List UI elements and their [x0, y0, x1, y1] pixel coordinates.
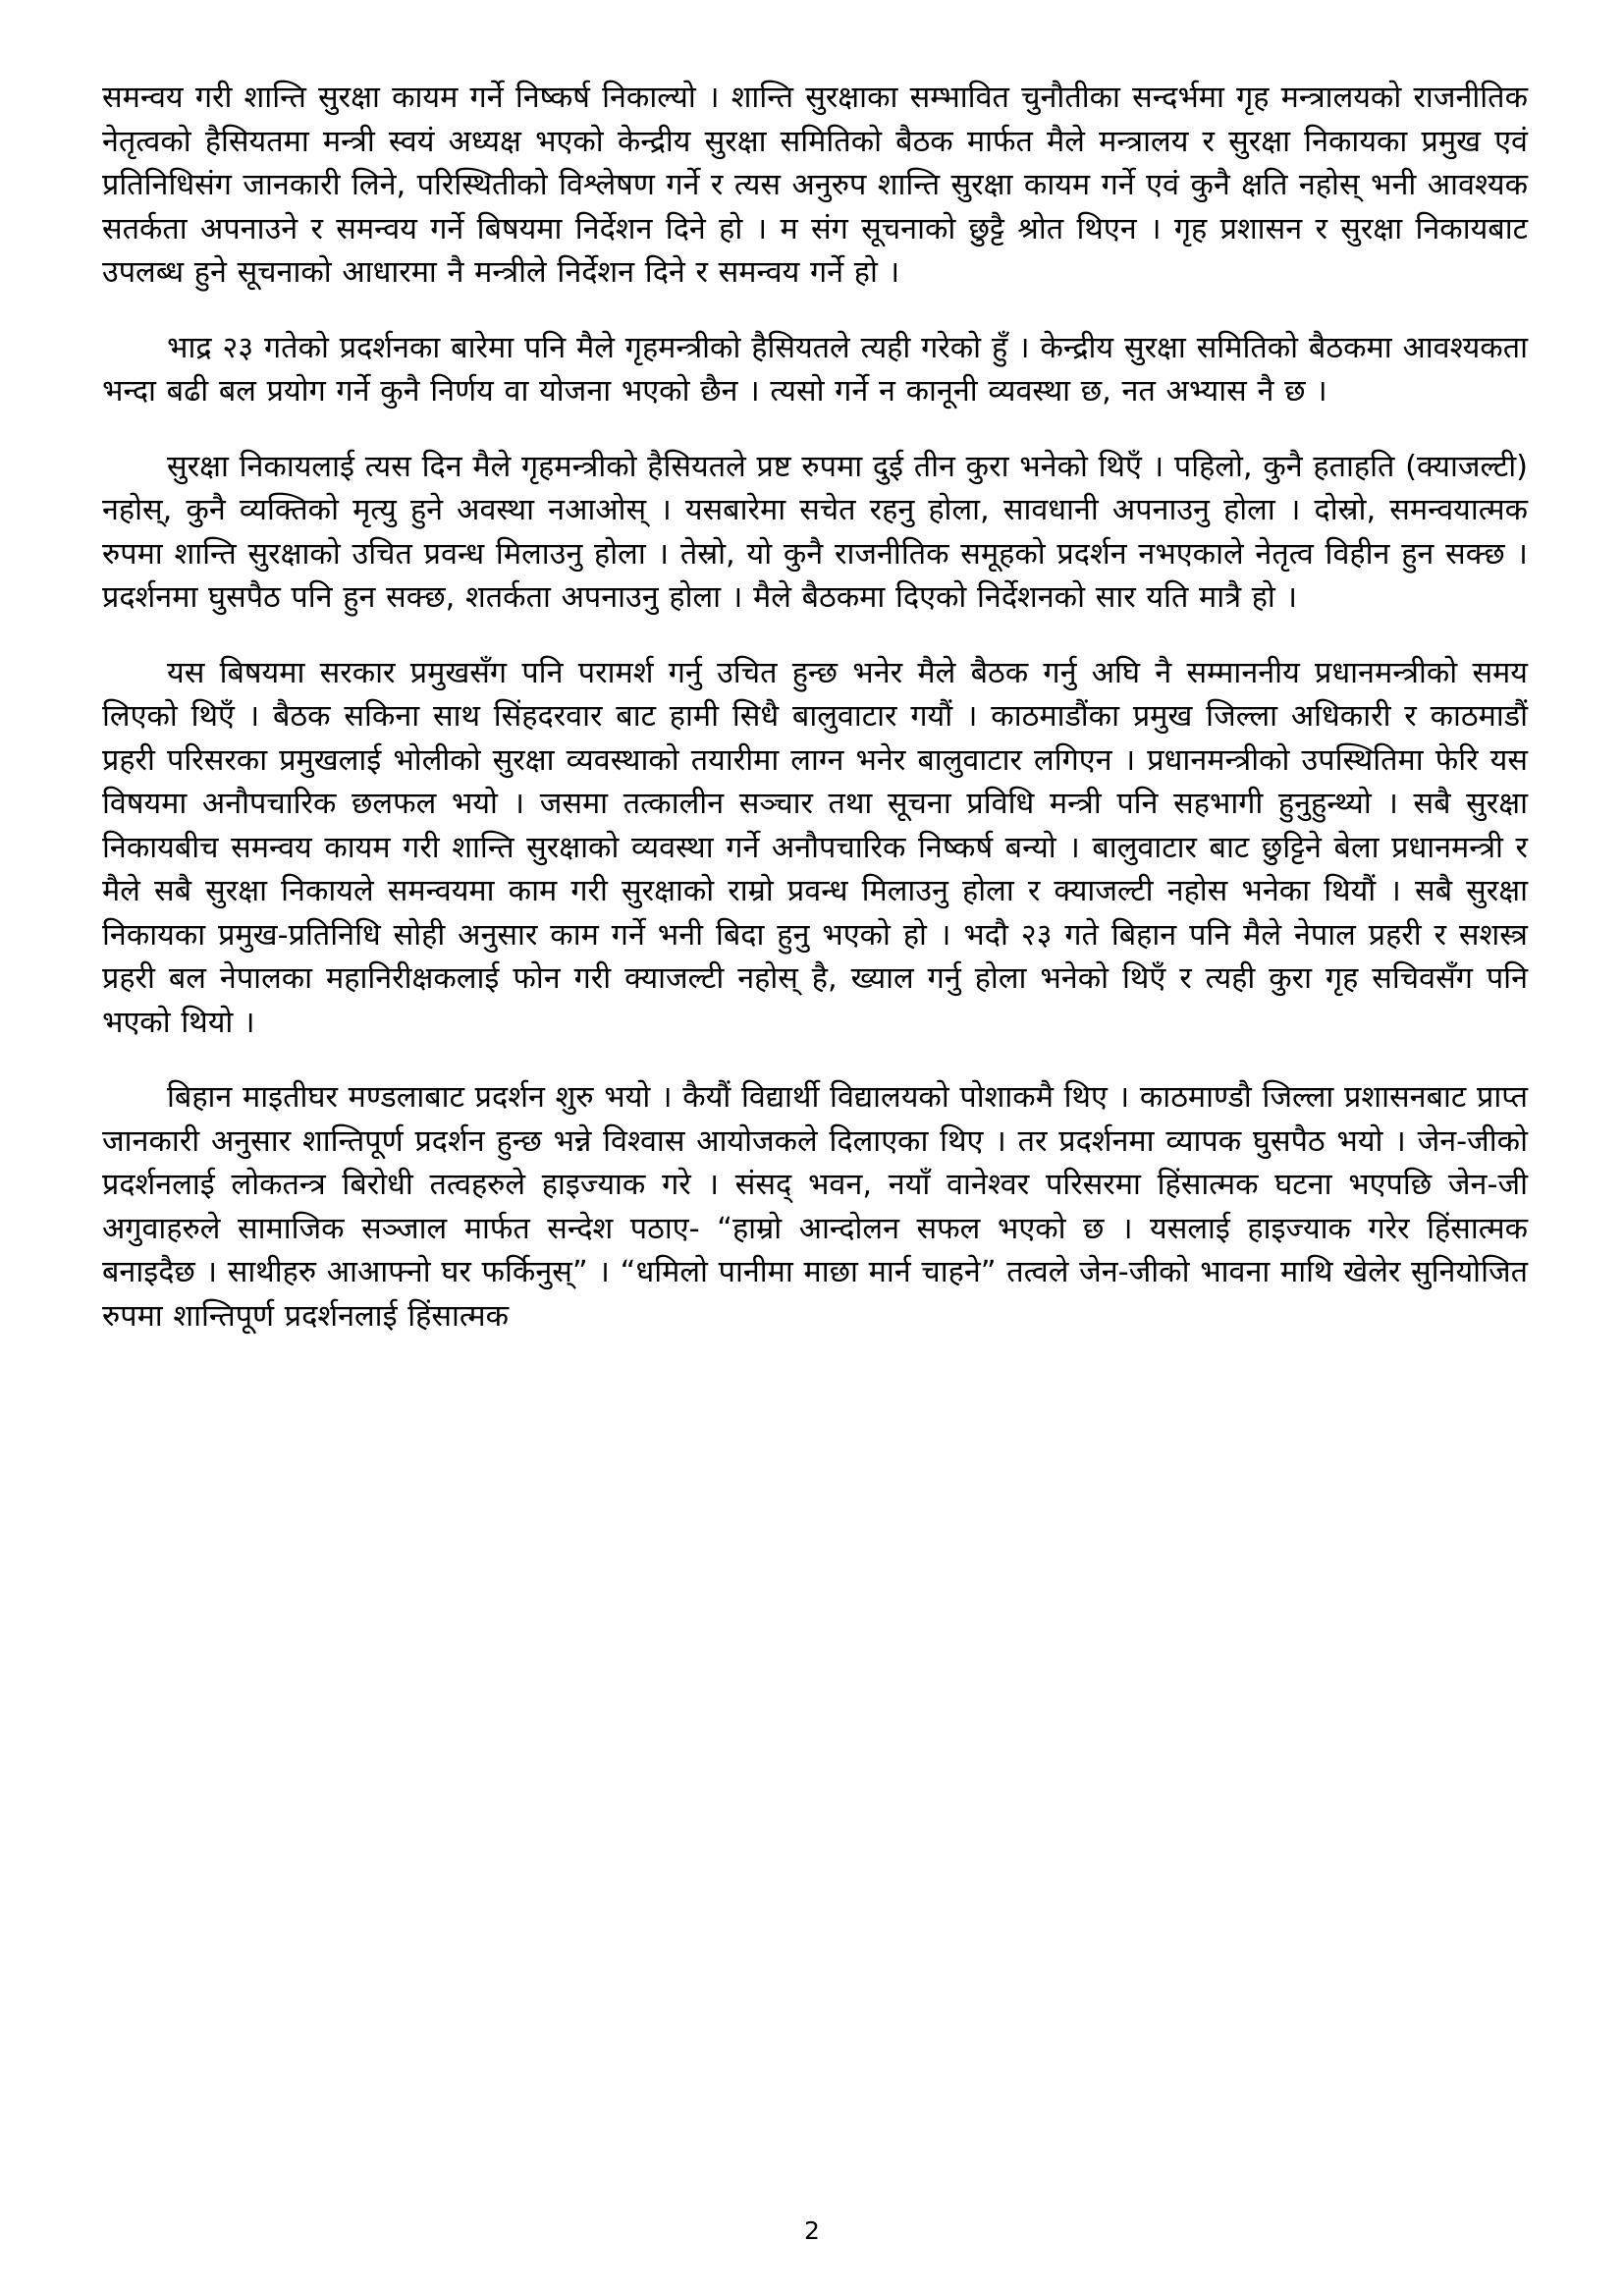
document-body [102, 77, 1528, 1339]
paragraph-1: समन्वय गरी शान्ति सुरक्षा कायम गर्ने निष्कर्ष निकाल्यो । शान्ति सुरक्षाका सम्भावित चुनौतीका सन्दर्भमा गृह मन्त्रालयको राजनीतिक नेतृत्वको हैसियतमा मन्त्री स्वयं अध्यक्ष भएको केन्द्रीय सुरक्षा समितिको बैठक मार्फत मैले मन्त्रालय र सुरक्षा निकायका प्रमुख एवं प्रतिनिधिसंग जानकारी लिने, परिस्थितीको विश्लेषण गर्ने र त्यस अनुरुप शान्ति सुरक्षा कायम गर्ने एवं कुनै क्षति नहोस् भनी आवश्यक सतर्कता अपनाउने र समन्वय गर्ने बिषयमा निर्देशन दिने हो । म संग सूचनाको छुट्टै श्रोत थिएन । गृह प्रशासन र सुरक्षा निकायबाट उपलब्ध हुने सूचनाको आधारमा नै मन्त्रीले निर्देशन दिने र समन्वय गर्ने हो । [102, 81, 1528, 290]
paragraph-2: भाद्र २३ गतेको प्रदर्शनका बारेमा पनि मैले गृहमन्त्रीको हैसियतले त्यही गरेको हुँ । केन्द्रीय सुरक्षा समितिको बैठकमा आवश्यकता भन्दा बढी बल प्रयोग गर्ने कुनै निर्णय वा योजना भएको छैन । त्यसो गर्ने न कानूनी व्यवस्था छ, नत अभ्यास नै छ । [102, 330, 1528, 409]
page-number: 2 [804, 2216, 820, 2245]
paragraph-3: सुरक्षा निकायलाई त्यस दिन मैले गृहमन्त्रीको हैसियतले प्रष्ट रुपमा दुई तीन कुरा भनेको थिएँ । पहिलो, कुनै हताहति (क्याजल्टी) नहोस्, कुनै व्यक्तिको मृत्यु हुने अवस्था नआओस् । यसबारेमा सचेत रहनु होला, सावधानी अपनाउनु होला । दोस्रो, समन्वयात्मक रुपमा शान्ति सुरक्षाको उचित प्रवन्ध मिलाउनु होला । तेस्रो, यो कुनै राजनीतिक समूहको प्रदर्शन नभएकाले नेतृत्व विहीन हुन सक्छ । प्रदर्शनमा घुसपैठ पनि हुन सक्छ, शतर्कता अपनाउनु होला । मैले बैठकमा दिएको निर्देशनको सार यति मात्रै हो । [102, 449, 1528, 615]
paragraph-5: बिहान माइतीघर मण्डलाबाट प्रदर्शन शुरु भयो । कैयौं विद्यार्थी विद्यालयको पोशाकमै थिए । काठमाण्डौ जिल्ला प्रशासनबाट प्राप्त जानकारी अनुसार शान्तिपूर्ण प्रदर्शन हुन्छ भन्ने विश्वास आयोजकले दिलाएका थिए । तर प्रदर्शनमा व्यापक घुसपैठ भयो । जेन-जीको प्रदर्शनलाई लोकतन्त्र बिरोधी तत्वहरुले हाइज्याक गरे । संसद् भवन, नयाँ वानेश्वर परिसरमा हिंसात्मक घटना भएपछि जेन-जी अगुवाहरुले सामाजिक सञ्जाल मार्फत सन्देश पठाए- “हाम्रो आन्दोलन सफल भएको छ । यसलाई हाइज्याक गरेर हिंसात्मक बनाइदैछ । साथीहरु आआफ्नो घर फर्किनुस्” । “धमिलो पानीमा माछा मार्न चाहने” तत्वले जेन-जीको भावना माथि खेलेर सुनियोजित रुपमा शान्तिपूर्ण प्रदर्शनलाई हिंसात्मक [102, 1080, 1528, 1334]
paragraph-4: यस बिषयमा सरकार प्रमुखसँग पनि परामर्श गर्नु उचित हुन्छ भनेर मैले बैठक गर्नु अघि नै सम्माननीय प्रधानमन्त्रीको समय लिएको थिएँ । बैठक सकिना साथ सिंहदरवार बाट हामी सिधै बालुवाटार गयौं । काठमाडौंका प्रमुख जिल्ला अधिकारी र काठमाडौं प्रहरी परिसरका प्रमुखलाई भोलीको सुरक्षा व्यवस्थाको तयारीमा लाग्न भनेर बालुवाटार लगिएन । प्रधानमन्त्रीको उपस्थितिमा फेरि यस विषयमा अनौपचारिक छलफल भयो । जसमा तत्कालीन सञ्चार तथा सूचना प्रविधि मन्त्री पनि सहभागी हुनुहुन्थ्यो । सबै सुरक्षा निकायबीच समन्वय कायम गरी शान्ति सुरक्षाको व्यवस्था गर्ने अनौपचारिक निष्कर्ष बन्यो । बालुवाटार बाट छुट्टिने बेला प्रधानमन्त्री र मैले सबै सुरक्षा निकायले समन्वयमा काम गरी सुरक्षाको राम्रो प्रवन्ध मिलाउनु होला र क्याजल्टी नहोस भनेका थियौं । सबै सुरक्षा निकायका प्रमुख-प्रतिनिधि सोही अनुसार काम गर्ने भनी बिदा हुनु भएको हो । भदौ २३ गते बिहान पनि मैले नेपाल प्रहरी र सशस्त्र प्रहरी बल नेपालका महानिरीक्षकलाई फोन गरी क्याजल्टी नहोस् है, ख्याल गर्नु होला भनेको थिएँ र त्यही कुरा गृह सचिवसँग पनि भएको थियो । [102, 655, 1528, 1040]
